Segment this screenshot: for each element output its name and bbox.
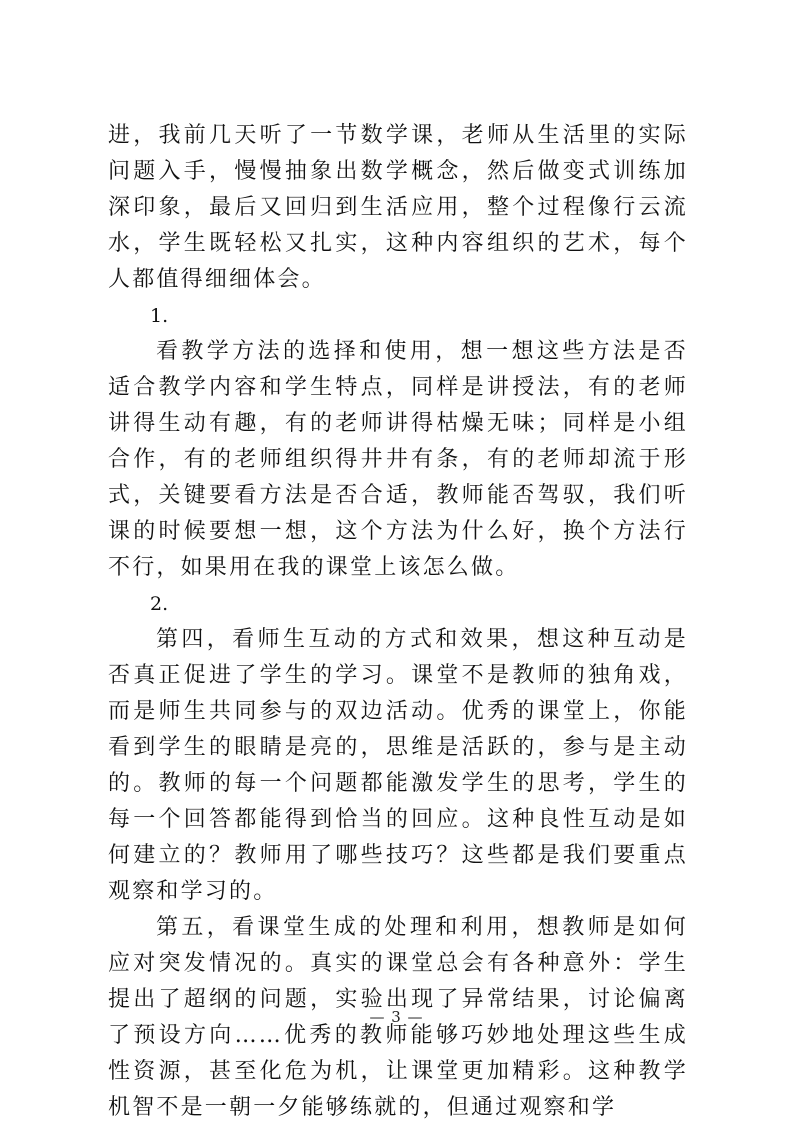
- document-body: [108, 118, 688, 1126]
- paragraph-classroom-generation: 第五，看课堂生成的处理和利用，想教师是如何应对突发情况的。真实的课堂总会有各种意外：学生提出了超纲的问题，实验出现了异常结果，讨论偏离了预设方向……优秀的教师能够巧妙地处理这些生成性资源，甚至化危为机，让课堂更加精彩。这种教学机智不是一朝一夕能够练就的，但通过观察和学: [108, 915, 688, 1120]
- page-number-footer: — 3 —: [369, 1008, 424, 1026]
- list-number-1: 1.: [150, 305, 169, 327]
- paragraph-teaching-methods: 看教学方法的选择和使用，想一想这些方法是否适合教学内容和学生特点，同样是讲授法，有的老师讲得生动有趣，有的老师讲得枯燥无味；同样是小组合作，有的老师组织得井井有条，有的老师却流于形式，关键要看方法是否合适，教师能否驾驭，我们听课的时候要想一想，这个方法为什么好，换个方法行不行，如果用在我的课堂上该怎么做。: [108, 339, 688, 580]
- paragraph-content-organization: 进，我前几天听了一节数学课，老师从生活里的实际问题入手，慢慢抽象出数学概念，然后做变式训练加深印象，最后又回归到生活应用，整个过程像行云流水，学生既轻松又扎实，这种内容组织的艺术，每个人都值得细细体会。: [108, 123, 688, 292]
- paragraph-teacher-student-interaction: 第四，看师生互动的方式和效果，想这种互动是否真正促进了学生的学习。课堂不是教师的独角戏，而是师生共同参与的双边活动。优秀的课堂上，你能看到学生的眼睛是亮的，思维是活跃的，参与是主动的。教师的每一个问题都能激发学生的思考，学生的每一个回答都能得到恰当的回应。这种良性互动是如何建立的？教师用了哪些技巧？这些都是我们要重点观察和学习的。: [108, 627, 688, 904]
- list-number-2: 2.: [150, 593, 169, 615]
